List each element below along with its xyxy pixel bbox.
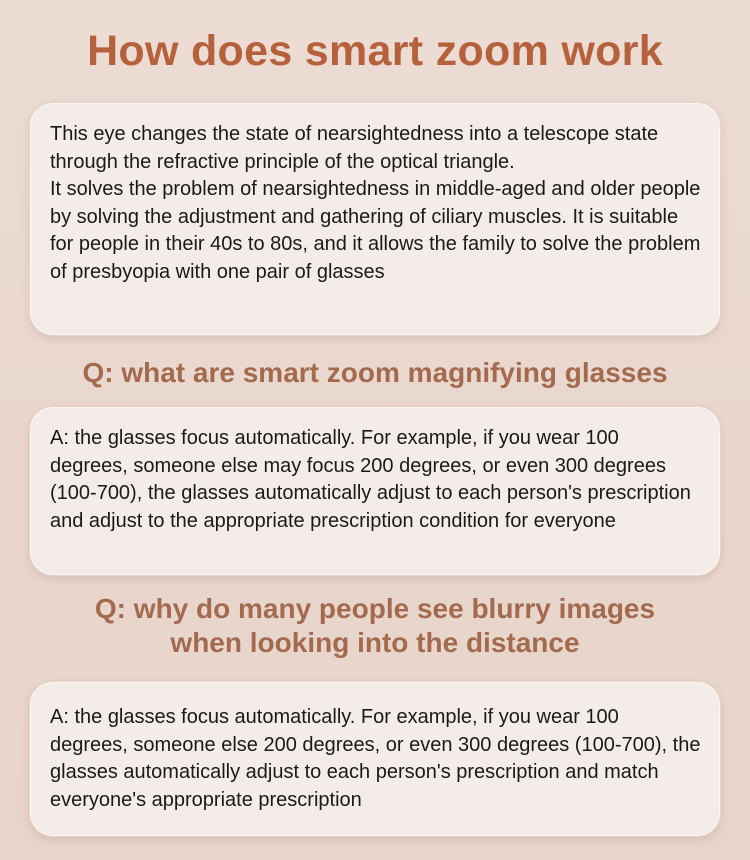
intro-card: [29, 102, 721, 336]
faq-question-2: [0, 592, 750, 660]
faq-answer-card-2: [29, 681, 721, 837]
faq-answer-1: A: the glasses focus automatically. For example, if you wear 100 degrees, someone else may focus 200 degrees, or even 300 degrees (100-700), the glasses automatically adjust to each person's prescription and adjust to the appropriate prescription condition for everyone: [50, 427, 691, 532]
faq-answer-2: A: the glasses focus automatically. For example, if you wear 100 degrees, someone else 200 degrees, or even 300 degrees (100-700), the glasses automatically adjust to each person's prescription and match everyone's appropriate prescription: [50, 706, 701, 811]
intro-paragraph-1: This eye changes the state of nearsightedness into a telescope state through the refractive principle of the optical triangle.: [50, 123, 659, 173]
faq-question-2-line-2: when looking into the distance: [170, 627, 580, 658]
faq-question-1: Q: what are smart zoom magnifying glasses: [82, 357, 668, 388]
intro-paragraph-2: It solves the problem of nearsightedness in middle-aged and older people by solving the adjustment and gathering of ciliary muscles. It is suitable for people in their 40s to 80s, and it allows the family to solve the problem of presbyopia with one pair of glasses: [50, 178, 701, 283]
page-title: How does smart zoom work: [87, 27, 663, 75]
faq-question-2-line-1: Q: why do many people see blurry images: [94, 593, 656, 624]
faq-answer-card-1: [29, 406, 721, 576]
